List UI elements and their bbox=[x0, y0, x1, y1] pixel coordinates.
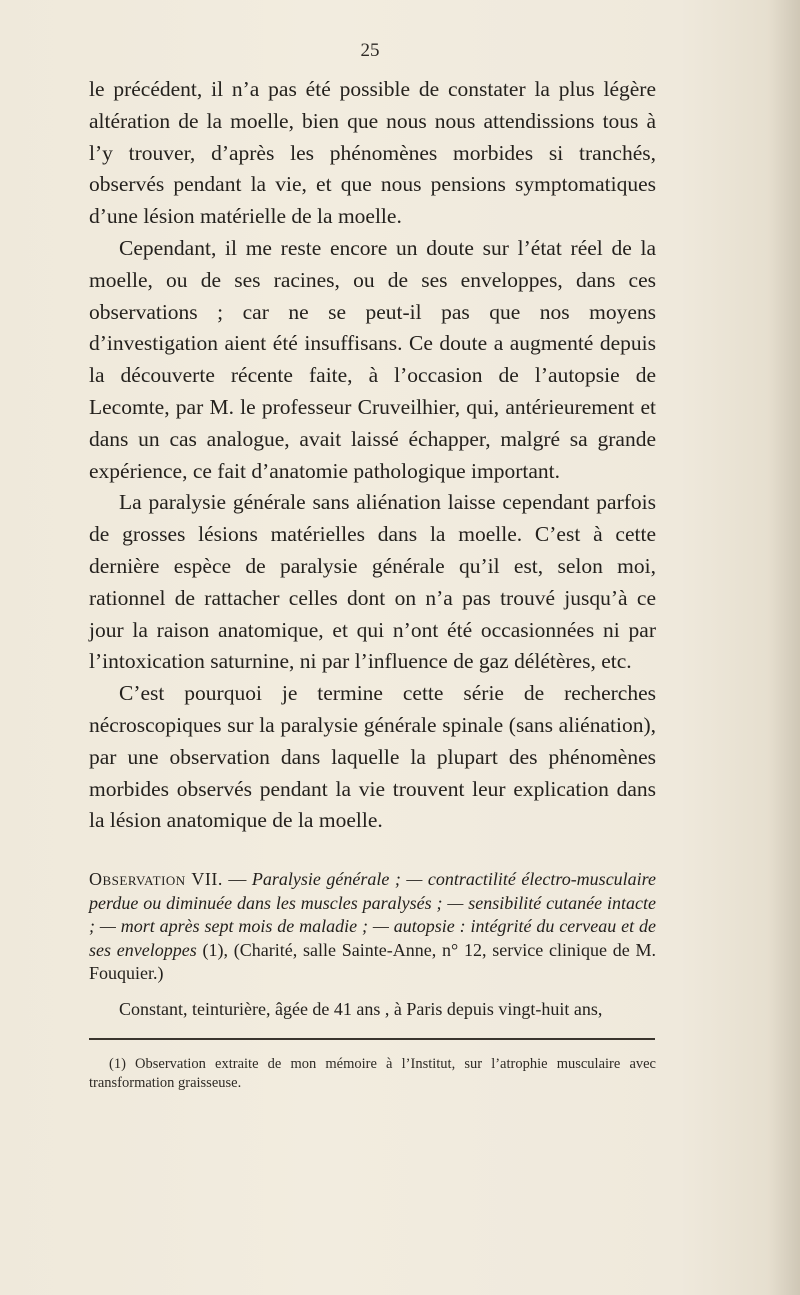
paragraph-1: le précédent, il n’a pas été possible de constater la plus légère altération de la moelle, bien que nous nous attendissions tous à l’y trouver, d’après les phénomènes morbides si tranchés, observés pendant la vie, et que nous pensions symptomatiques d’une lésion matérielle de la moelle. bbox=[89, 77, 656, 229]
footnote-text: (1) Observation extraite de mon mémoire à l’Institut, sur l’atrophie musculaire avec transformation graisseuse. bbox=[89, 1056, 656, 1091]
paragraph-3: La paralysie générale sans aliénation laisse cependant parfois de grosses lésions matérielles dans la moelle. C’est à cette dernière espèce de paralysie générale qu’il est, selon moi, rationnel de rattacher celles dont on n’a pas trouvé jusqu’à ce jour la raison anatomique, et qui n’ont été occasionnées ni par l’intoxication saturnine, ni par l’influence de gaz délétères, etc. bbox=[89, 490, 656, 674]
observation-dash: — bbox=[222, 869, 252, 889]
footnote-divider bbox=[89, 1038, 655, 1040]
footnote bbox=[89, 1055, 656, 1093]
paragraph-2: Cependant, il me reste encore un doute sur l’état réel de la moelle, ou de ses racines, ou de ses enveloppes, dans ces observations ; car ne se peut-il pas que nos moyens d’investigation aient été insuffisans. Ce doute a augmenté depuis la découverte récente faite, à l’occasion de l’autopsie de Lecomte, par M. le professeur Cruveilhier, qui, antérieurement et dans un cas analogue, avait laissé échapper, malgré sa grande expérience, ce fait d’anatomie pathologique important. bbox=[89, 235, 656, 483]
observation-label: Observation VII. bbox=[89, 869, 223, 889]
observation-details: (1), (Charité, salle Sainte-Anne, n° 12, service clinique de M. Fouquier.) bbox=[89, 939, 656, 983]
observation-paragraph bbox=[89, 868, 656, 986]
main-text bbox=[89, 74, 656, 837]
page-number: 25 bbox=[360, 40, 380, 61]
observation-heading bbox=[89, 868, 656, 986]
paragraph-4: C’est pourquoi je termine cette série de recherches nécroscopiques sur la paralysie générale spinale (sans aliénation), par une observation dans laquelle la plupart des phénomènes morbides observés pendant la vie trouvent leur explication dans la lésion anatomique de la moelle. bbox=[89, 681, 656, 833]
observation-first-line: Constant, teinturière, âgée de 41 ans , à Paris depuis vingt-huit ans, bbox=[119, 999, 603, 1019]
observation-title: Paralysie générale ; — contractilité électro-musculaire perdue ou diminuée dans les muscles paralysés ; — sensibilité cutanée intacte ; — mort après sept mois de maladie ; — autopsie : intégrité du cerveau et de ses enveloppes bbox=[89, 869, 657, 960]
